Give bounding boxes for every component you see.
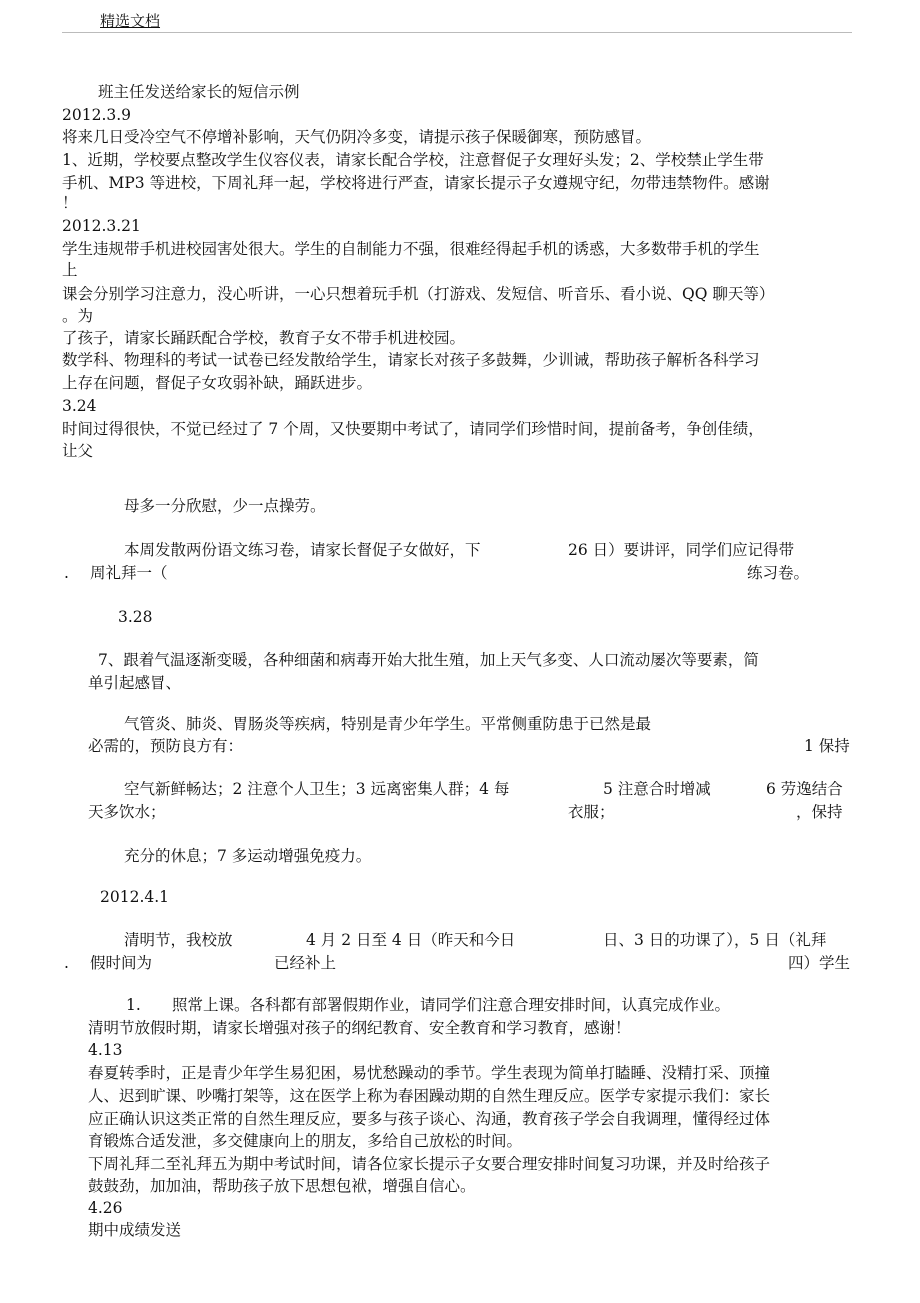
text-line: 。为 xyxy=(62,307,94,325)
text-line: 4 月 2 日至 4 日（昨天和今日 xyxy=(306,931,516,949)
text-line: 春夏转季时，正是青少年学生易犯困，易忧愁躁动的季节。学生表现为简单打瞌睡、没精打采、顶撞 xyxy=(88,1064,771,1082)
date-label: 2012.3.21 xyxy=(62,217,141,235)
text-line: 天多饮水； xyxy=(88,803,166,821)
text-line: 上存在问题，督促子女攻弱补缺，踊跃进步。 xyxy=(62,374,373,392)
text-line: 26 日）要讲评，同学们应记得带 xyxy=(568,541,795,559)
text-line: 母多一分欣慰，少一点操劳。 xyxy=(124,497,326,515)
text-line: ！ xyxy=(62,194,78,212)
text-line: 单引起感冒、 xyxy=(88,674,182,692)
text-line: 手机、MP3 等进校，下周礼拜一起，学校将进行严查，请家长提示子女遵规守纪，勿带违禁物件。感谢 xyxy=(62,174,770,192)
text-line: 必需的，预防良方有： xyxy=(88,737,244,755)
page-header: 精选文档 xyxy=(100,12,161,30)
date-label: 4.26 xyxy=(88,1199,123,1217)
text-line: 清明节放假时期，请家长增强对孩子的纲纪教育、安全教育和学习教育，感谢！ xyxy=(88,1019,631,1037)
document-title: 班主任发送给家长的短信示例 xyxy=(98,83,300,101)
text-line: 5 注意合时增减 xyxy=(603,780,711,798)
date-label: 4.13 xyxy=(88,1041,123,1059)
list-number: 1. xyxy=(126,996,141,1014)
text-line: 了孩子，请家长踊跃配合学校，教育子女不带手机进校园。 xyxy=(62,329,466,347)
text-line: 清明节，我校放 xyxy=(124,931,233,949)
text-line: 鼓鼓劲，加加油，帮助孩子放下思想包袱，增强自信心。 xyxy=(88,1177,476,1195)
text-line: 周礼拜一（ xyxy=(90,564,168,582)
date-label: 2012.4.1 xyxy=(100,888,170,906)
text-line: 上 xyxy=(62,261,78,279)
text-line: 6 劳逸结合 xyxy=(766,780,843,798)
text-line: 时间过得很快，不觉已经过了 7 个周，又快要期中考试了，请同学们珍惜时间，提前备考，争创佳绩， xyxy=(62,420,764,438)
text-line: 空气新鲜畅达；2 注意个人卫生；3 远离密集人群；4 每 xyxy=(124,780,510,798)
text-line: 充分的休息；7 多运动增强免疫力。 xyxy=(124,847,372,865)
text-line: 衣服； xyxy=(568,803,615,821)
text-line: 人、迟到旷课、吵嘴打架等，这在医学上称为春困躁动期的自然生理反应。医学专家提示我们：家长 xyxy=(88,1087,771,1105)
text-line: 将来几日受冷空气不停增补影响，天气仍阴冷多变，请提示孩子保暖御寒，预防感冒。 xyxy=(62,128,652,146)
header-divider xyxy=(62,32,852,33)
text-line: 7、跟着气温逐渐变暖，各种细菌和病毒开始大批生殖，加上天气多变、人口流动屡次等要素，简 xyxy=(98,651,759,669)
text-line: 本周发散两份语文练习卷，请家长督促子女做好，下 xyxy=(124,541,481,559)
date-label: 2012.3.9 xyxy=(62,106,132,124)
text-line: 1 保持 xyxy=(804,737,850,755)
date-label: 3.28 xyxy=(118,608,153,626)
text-line: 数学科、物理科的考试一试卷已经发散给学生，请家长对孩子多鼓舞，少训诫，帮助孩子解析各科学习 xyxy=(62,351,760,369)
text-line: 课会分别学习注意力，没心听讲，一心只想着玩手机（打游戏、发短信、听音乐、看小说、QQ 聊天等） xyxy=(62,285,775,303)
text-line: 日、3 日的功课了），5 日（礼拜 xyxy=(603,931,827,949)
text-line: 已经补上 xyxy=(274,954,337,972)
text-line: 气管炎、肺炎、胃肠炎等疾病，特别是青少年学生。平常侧重防患于已然是最 xyxy=(124,715,652,733)
text-line: . xyxy=(64,954,69,972)
text-line: 期中成绩发送 xyxy=(88,1221,182,1239)
text-line: 学生违规带手机进校园害处很大。学生的自制能力不强，很难经得起手机的诱惑，大多数带手机的学生 xyxy=(62,240,760,258)
date-label: 3.24 xyxy=(62,397,97,415)
text-line: 让父 xyxy=(62,442,94,460)
text-line: 应正确认识这类正常的自然生理反应，要多与孩子谈心、沟通，教育孩子学会自我调理，懂得经过体 xyxy=(88,1110,771,1128)
text-line: 四）学生 xyxy=(788,954,851,972)
text-line: . xyxy=(64,564,69,582)
text-line: 假时间为 xyxy=(90,954,153,972)
text-line: ，保持 xyxy=(796,803,843,821)
text-line: 下周礼拜二至礼拜五为期中考试时间，请各位家长提示子女要合理安排时间复习功课，并及时给孩子 xyxy=(88,1155,771,1173)
text-line: 照常上课。各科都有部署假期作业，请同学们注意合理安排时间，认真完成作业。 xyxy=(172,996,731,1014)
text-line: 1、近期，学校要点整改学生仪容仪表，请家长配合学校，注意督促子女理好头发；2、学校禁止学生带 xyxy=(62,151,764,169)
text-line: 练习卷。 xyxy=(747,564,810,582)
text-line: 育锻炼合适发泄，多交健康向上的朋友，多给自己放松的时间。 xyxy=(88,1132,523,1150)
